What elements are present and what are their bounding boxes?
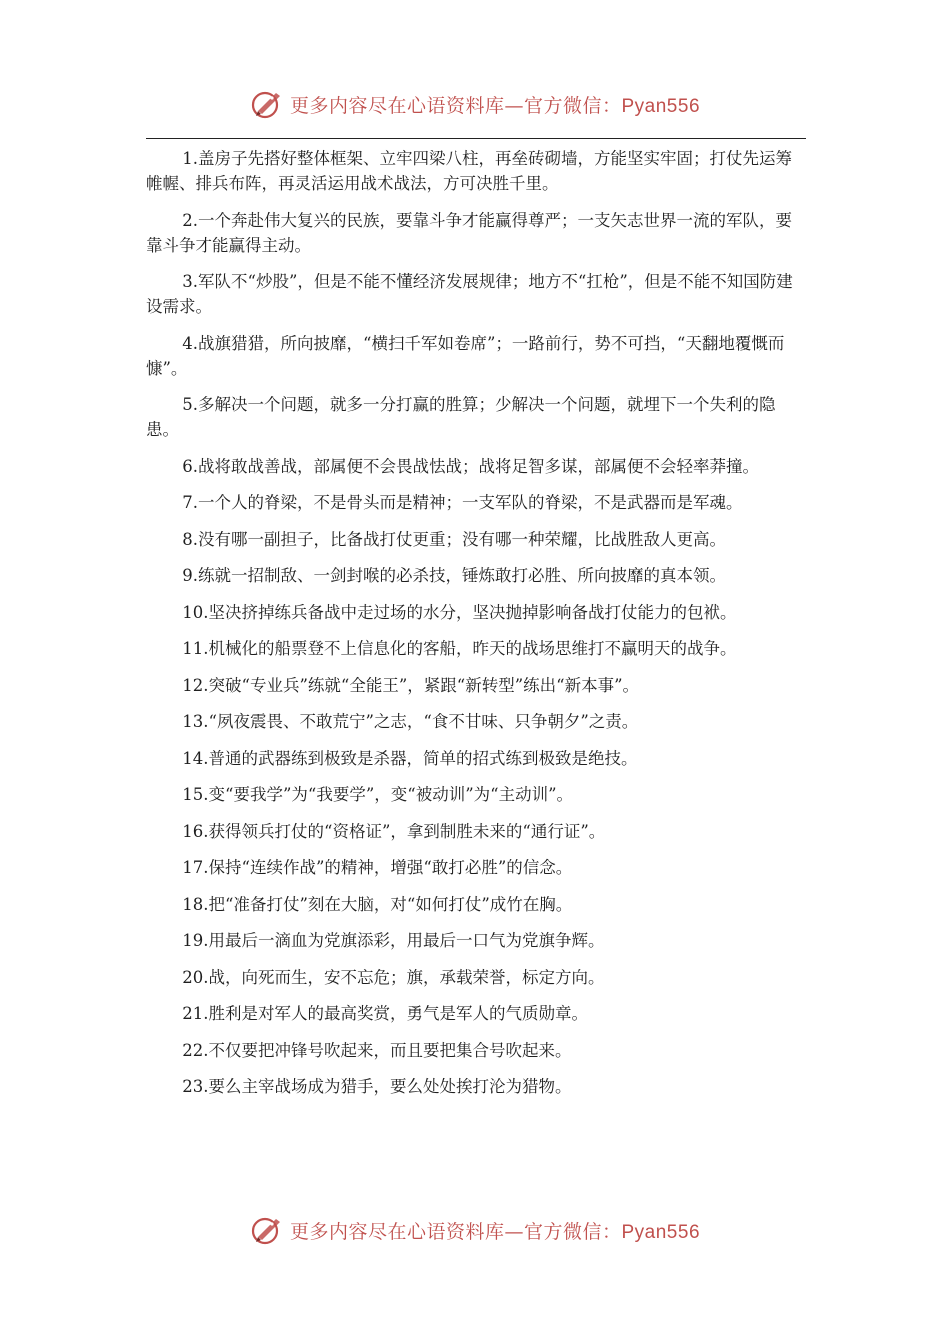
item-5: 5.多解决一个问题，就多一分打赢的胜算；少解决一个问题，就埋下一个失利的隐患。 bbox=[146, 395, 776, 439]
item-15: 15.变“要我学”为“我要学”，变“被动训”为“主动训”。 bbox=[182, 785, 574, 804]
item-10: 10.坚决挤掉练兵备战中走过场的水分，坚决抛掉影响备战打仗能力的包袱。 bbox=[182, 602, 737, 622]
footer-banner bbox=[0, 1210, 950, 1250]
pen-logo-icon bbox=[250, 1213, 284, 1247]
item-18: 18.把“准备打仗”刻在大脑，对“如何打仗”成竹在胸。 bbox=[182, 894, 573, 914]
item-22: 22.不仅要把冲锋号吹起来，而且要把集合号吹起来。 bbox=[182, 1040, 572, 1060]
item-8: 8.没有哪一副担子，比备战打仗更重；没有哪一种荣耀，比战胜敌人更高。 bbox=[182, 529, 727, 549]
item-7: 7.一个人的脊梁，不是骨头而是精神；一支军队的脊梁，不是武器而是军魂。 bbox=[182, 493, 743, 512]
header-banner-label: 更多内容尽在心语资料库—官方微信： bbox=[289, 94, 622, 117]
footer-banner-text bbox=[290, 1217, 700, 1244]
item-6: 6.战将敢战善战，部属便不会畏战怯战；战将足智多谋，部属便不会轻率莽撞。 bbox=[182, 456, 760, 476]
item-13: 13.“夙夜震畏、不敢荒宁”之志，“食不甘味、只争朝夕”之责。 bbox=[182, 712, 639, 731]
item-9: 9.练就一招制敌、一剑封喉的必杀技，锤炼敢打必胜、所向披靡的真本领。 bbox=[182, 566, 727, 585]
pen-logo-icon bbox=[250, 87, 284, 121]
item-21: 21.胜利是对军人的最高奖赏，勇气是军人的气质勋章。 bbox=[182, 1004, 589, 1023]
item-23: 23.要么主宰战场成为猎手，要么处处挨打沦为猎物。 bbox=[182, 1077, 572, 1096]
header-banner bbox=[0, 84, 950, 124]
header-wechat-id: Pyan556 bbox=[621, 95, 701, 117]
item-3: 3.军队不“炒股”，但是不能不懂经济发展规律；地方不“扛枪”，但是不能不知国防建设需求。 bbox=[146, 272, 793, 316]
footer-wechat-id: Pyan556 bbox=[621, 1221, 701, 1243]
header-divider bbox=[146, 138, 806, 139]
item-1: 1.盖房子先搭好整体框架、立牢四梁八柱，再垒砖砌墙，方能坚实牢固；打仗先运筹帷幄、排兵布阵，再灵活运用战术战法，方可决胜千里。 bbox=[146, 149, 793, 193]
document-body bbox=[146, 146, 806, 1111]
header-banner-text bbox=[290, 91, 700, 118]
item-20: 20.战，向死而生，安不忘危；旗，承载荣誉，标定方向。 bbox=[182, 967, 605, 987]
item-14: 14.普通的武器练到极致是杀器，简单的招式练到极致是绝技。 bbox=[182, 748, 638, 768]
item-16: 16.获得领兵打仗的“资格证”，拿到制胜未来的“通行证”。 bbox=[182, 821, 606, 841]
item-19: 19.用最后一滴血为党旗添彩，用最后一口气为党旗争辉。 bbox=[182, 931, 605, 950]
item-2: 2.一个奔赴伟大复兴的民族，要靠斗争才能赢得尊严；一支矢志世界一流的军队，要靠斗争才能赢得主动。 bbox=[146, 210, 793, 255]
item-11: 11.机械化的船票登不上信息化的客船，昨天的战场思维打不赢明天的战争。 bbox=[182, 639, 737, 658]
footer-banner-label: 更多内容尽在心语资料库—官方微信： bbox=[289, 1220, 622, 1243]
item-17: 17.保持“连续作战”的精神，增强“敢打必胜”的信念。 bbox=[182, 858, 573, 877]
item-12: 12.突破“专业兵”练就“全能王”，紧跟“新转型”练出“新本事”。 bbox=[182, 675, 640, 695]
item-4: 4.战旗猎猎，所向披靡，“横扫千军如卷席”；一路前行，势不可挡，“天翻地覆慨而慷”。 bbox=[146, 333, 785, 378]
